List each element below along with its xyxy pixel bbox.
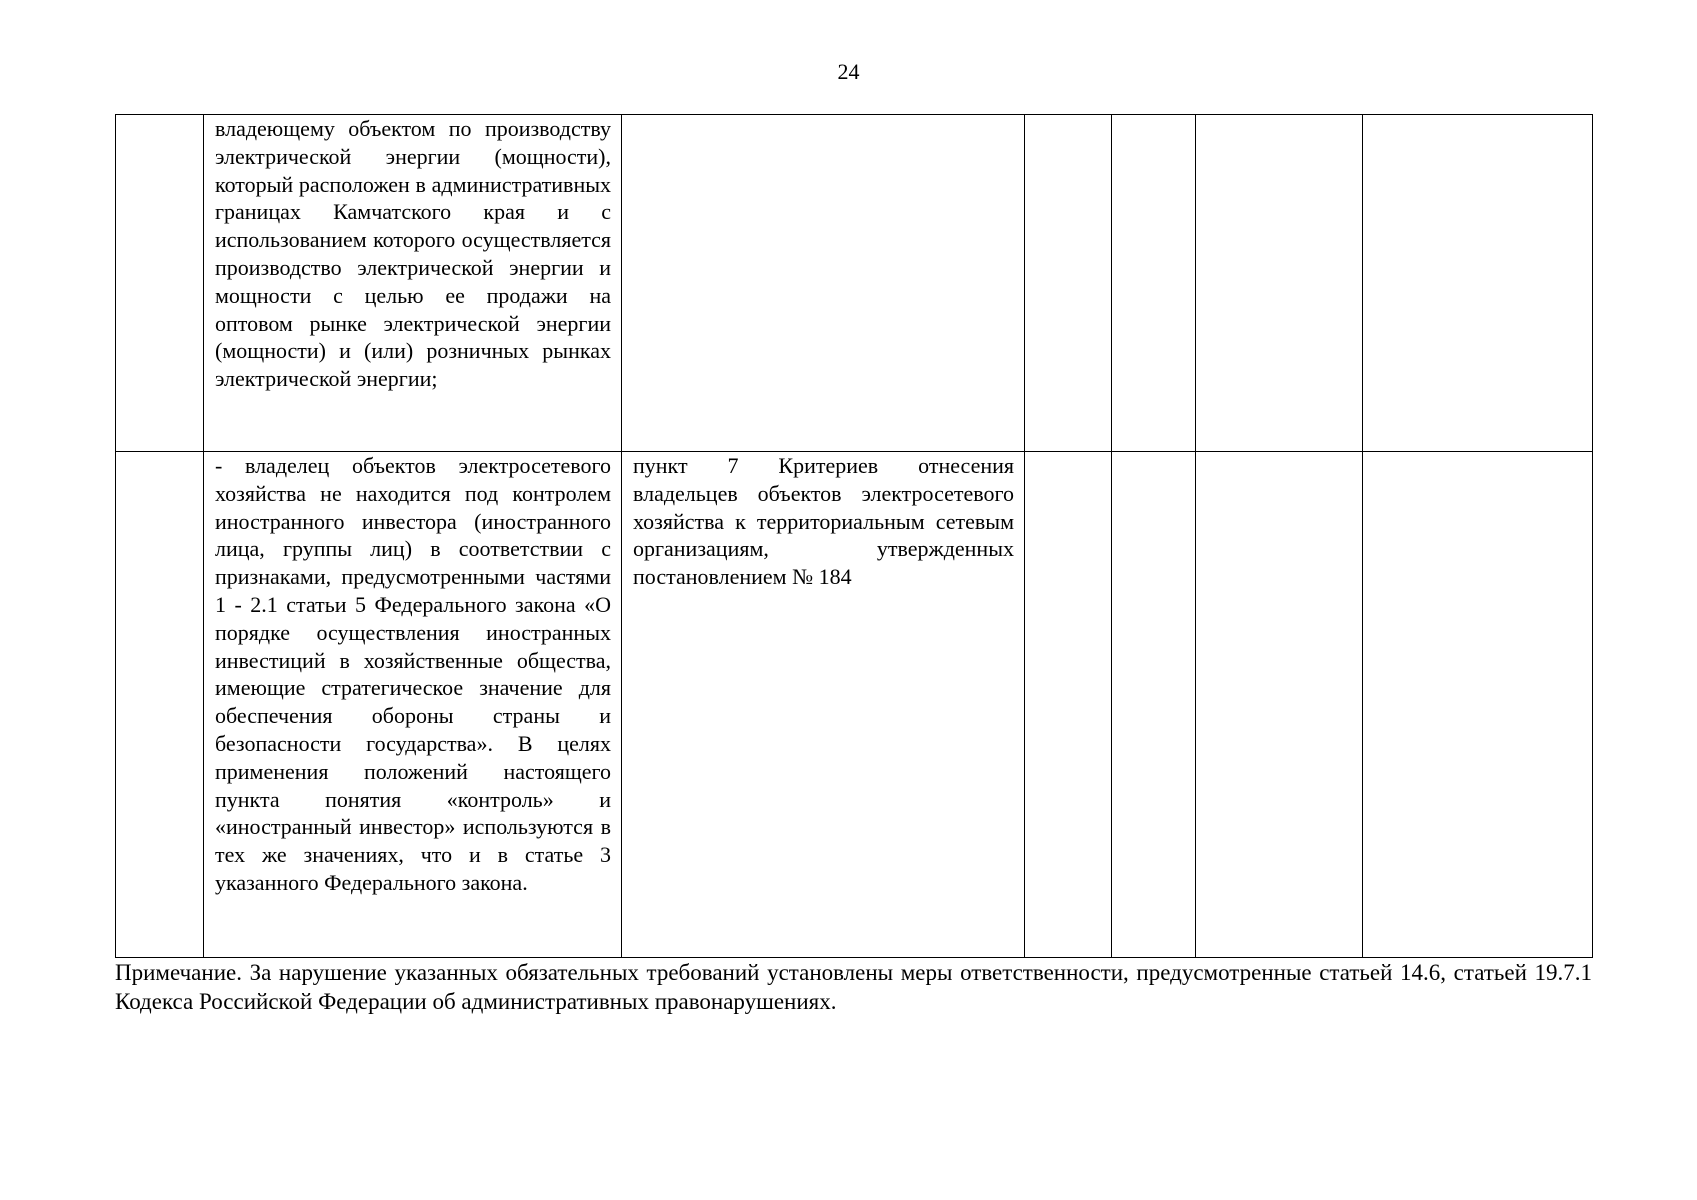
requirements-table — [115, 114, 1593, 958]
requirement-text: владеющему объектом по производству электрической энергии (мощности), который расположен в административных границах Камчатского края и с использованием которого осуществляется производство электрической энергии и мощности с целью ее продажи на оптовом рынке электрической энергии (мощности) и (или) розничных рынках электрической энергии; — [215, 116, 611, 392]
note-paragraph: Примечание. За нарушение указанных обязательных требований установлены меры ответственности, предусмотренные статьей 14.6, статьей 19.7.1 Кодекса Российской Федерации об административных правонарушениях. — [115, 960, 1592, 1014]
empty-cell — [1112, 452, 1196, 958]
page-number: 24 — [837, 59, 860, 84]
empty-cell — [1112, 115, 1196, 452]
empty-cell — [1025, 115, 1112, 452]
requirement-text: - владелец объектов электросетевого хозяйства не находится под контролем иностранного инвестора (иностранного лица, группы лиц) в соответствии с признаками, предусмотренными частями 1 - 2.1 статьи 5 Федерального закона «О порядке осуществления иностранных инвестиций в хозяйственные общества, имеющие стратегическое значение для обеспечения обороны страны и безопасности государства». В целях применения положений настоящего пункта понятия «контроль» и «иностранный инвестор» используются в тех же значениях, что и в статье 3 указанного Федерального закона. — [215, 453, 611, 895]
number-cell — [116, 452, 204, 958]
table-row — [116, 115, 1593, 452]
empty-cell — [1363, 452, 1593, 958]
requirement-cell — [204, 115, 622, 452]
legal-act-text: пункт 7 Критериев отнесения владельцев объектов электросетевого хозяйства к территориальным сетевым организациям, утвержденных постановлением № 184 — [633, 453, 1014, 590]
number-cell — [116, 115, 204, 452]
empty-cell — [1196, 115, 1363, 452]
table-row — [116, 452, 1593, 958]
legal-act-cell — [622, 452, 1025, 958]
empty-cell — [1363, 115, 1593, 452]
empty-cell — [1196, 452, 1363, 958]
legal-act-cell — [622, 115, 1025, 452]
requirement-cell — [204, 452, 622, 958]
empty-cell — [1025, 452, 1112, 958]
